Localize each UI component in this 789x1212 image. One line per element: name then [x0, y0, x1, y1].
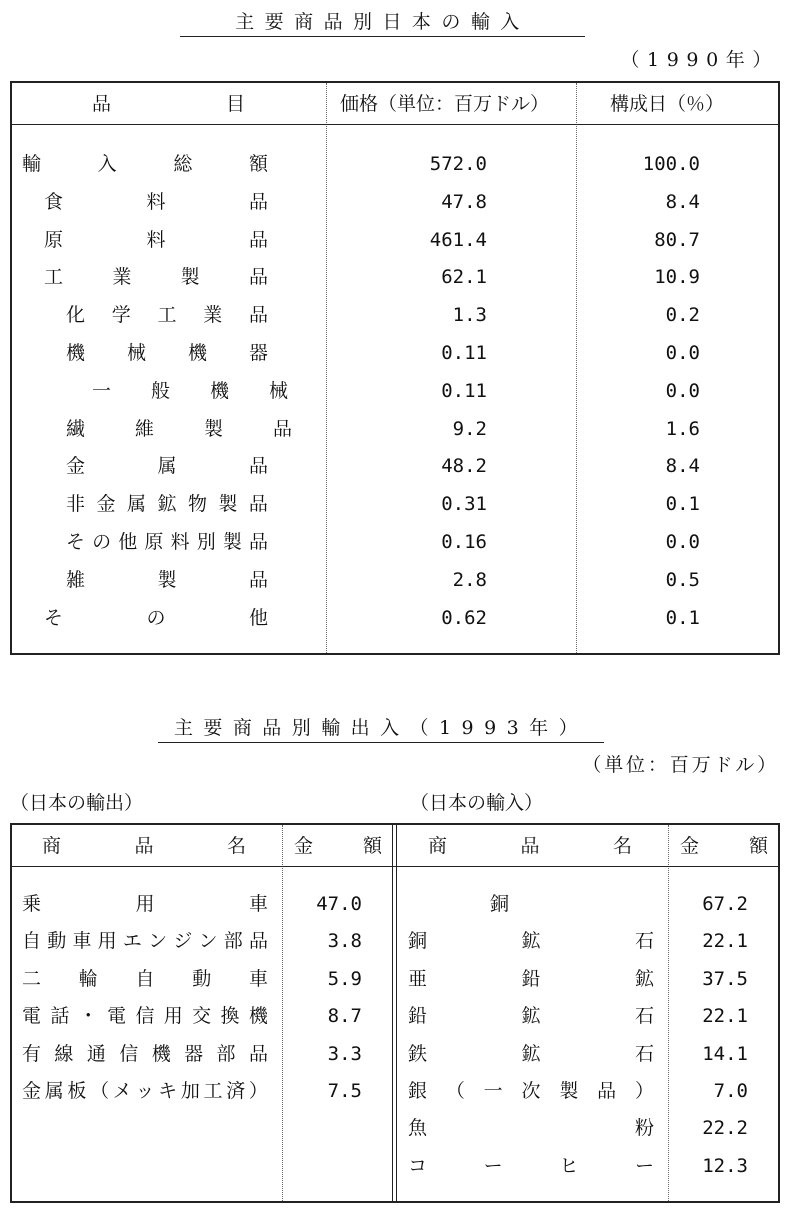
table1-header-price: 価格（単位：百万ドル） — [340, 93, 550, 115]
table1-row-price: 2.8 — [452, 568, 487, 591]
table1-row-share: 1.6 — [665, 417, 700, 440]
import-row-amount: 7.0 — [713, 1080, 748, 1102]
export-row-amount: 7.5 — [327, 1080, 362, 1102]
table1-row-share: 8.4 — [665, 190, 700, 213]
export-row-amount: 3.8 — [327, 930, 362, 953]
table1-row-share: 0.2 — [665, 304, 700, 327]
table1-row-share: 0.1 — [665, 493, 700, 516]
table1-row-price: 0.16 — [441, 531, 487, 553]
import-row-name: コ ー ヒ ー — [408, 1154, 654, 1177]
table1-row-share: 8.4 — [665, 455, 700, 478]
import-row-amount: 37.5 — [702, 967, 748, 990]
table1 — [10, 81, 780, 655]
table1-row-share: 10.9 — [654, 266, 700, 289]
table2-unit-note: （単位：百万ドル） — [582, 754, 779, 776]
export-row-name: 金 属 板 （ メ ッ キ 加 工 済 ） — [22, 1080, 268, 1102]
table1-header-item-left: 品 — [92, 93, 112, 115]
table1-row-name: 非 金 属 鉱 物 製 品 — [66, 493, 268, 516]
export-col-divider — [282, 825, 283, 1201]
export-import-divider — [396, 825, 397, 1201]
table1-row-name: 輸 入 総 額 — [22, 153, 268, 175]
table1-row-price: 461.4 — [429, 228, 487, 251]
import-row-amount: 22.2 — [702, 1117, 748, 1140]
export-header-name: 商 品 名 — [42, 835, 246, 857]
export-section-label: （日本の輸出） — [10, 792, 144, 814]
import-row-amount: 14.1 — [702, 1042, 748, 1065]
import-row-name: 銀 （ 一 次 製 品 ） — [408, 1080, 654, 1102]
export-row-amount: 47.0 — [316, 893, 362, 915]
export-row-name: 乗 用 車 — [22, 893, 268, 915]
table1-row-price: 62.1 — [441, 266, 487, 289]
export-row-name: 電 話 ・ 電 信 用 交 換 機 — [22, 1005, 268, 1028]
table1-row-share: 0.0 — [665, 379, 700, 402]
table1-row-price: 9.2 — [452, 417, 487, 440]
export-import-divider — [392, 825, 393, 1201]
table1-title: 主要商品別日本の輸入 — [180, 10, 585, 37]
table1-row-name: 繊 維 製 品 — [66, 417, 292, 440]
table1-row-price: 1.3 — [452, 304, 487, 327]
export-row-amount: 8.7 — [327, 1005, 362, 1028]
import-row-amount: 67.2 — [702, 893, 748, 915]
table1-row-name: 食 料 品 — [44, 190, 268, 213]
export-row-amount: 3.3 — [327, 1042, 362, 1065]
table1-row-share: 80.7 — [654, 228, 700, 251]
table1-row-share: 0.1 — [665, 606, 700, 629]
table1-row-name: 金 属 品 — [66, 455, 268, 478]
table1-header-rule — [12, 124, 778, 125]
table1-header-share: 構成日（％） — [610, 93, 725, 115]
table2-title: 主要商品別輸出入（1993年） — [158, 716, 604, 743]
import-row-amount: 22.1 — [702, 1005, 748, 1028]
import-section-label: （日本の輸入） — [410, 792, 544, 814]
import-header-name: 商 品 名 — [428, 835, 632, 857]
import-row-amount: 12.3 — [702, 1154, 748, 1177]
table1-row-name: そ の 他 — [44, 606, 268, 629]
table2-header-rule — [12, 866, 778, 867]
table1-row-share: 0.5 — [665, 568, 700, 591]
import-row-name: 銅 鉱 石 — [408, 930, 654, 953]
export-row-name: 有 線 通 信 機 器 部 品 — [22, 1042, 268, 1065]
table1-row-price: 0.62 — [441, 606, 487, 629]
export-row-amount: 5.9 — [327, 967, 362, 990]
table1-row-share: 0.0 — [665, 531, 700, 553]
import-header-amount: 金 額 — [680, 835, 768, 857]
table1-row-name: 化 学 工 業 品 — [66, 304, 268, 327]
table1-row-share: 100.0 — [642, 153, 700, 175]
table1-row-price: 0.11 — [441, 342, 487, 364]
table1-row-name: そ の 他 原 料 別 製 品 — [66, 531, 268, 553]
table1-row-price: 0.31 — [441, 493, 487, 516]
import-row-amount: 22.1 — [702, 930, 748, 953]
table1-row-price: 47.8 — [441, 190, 487, 213]
table2 — [10, 823, 780, 1203]
table1-col-divider — [576, 83, 577, 653]
table1-row-name: 機 械 機 器 — [66, 342, 268, 364]
table1-row-name: 雑 製 品 — [66, 568, 268, 591]
export-row-name: 二 輪 自 動 車 — [22, 967, 268, 990]
table1-year-note: （1990年） — [620, 49, 779, 71]
export-row-name: 自 動 車 用 エ ン ジ ン 部 品 — [22, 930, 268, 953]
table1-row-share: 0.0 — [665, 342, 700, 364]
import-row-name: 魚 粉 — [408, 1117, 654, 1140]
import-row-name: 鉛 鉱 石 — [408, 1005, 654, 1028]
table1-row-price: 572.0 — [429, 153, 487, 175]
import-row-name: 鉄 鉱 石 — [408, 1042, 654, 1065]
import-row-name: 銅 — [490, 893, 510, 915]
table1-row-name: 原 料 品 — [44, 228, 268, 251]
table1-row-price: 0.11 — [441, 379, 487, 402]
table1-row-price: 48.2 — [441, 455, 487, 478]
table1-col-divider — [326, 83, 327, 653]
import-row-name: 亜 鉛 鉱 — [408, 967, 654, 990]
export-header-amount: 金 額 — [294, 835, 382, 857]
table1-header-item-right: 目 — [226, 93, 246, 115]
table1-row-name: 一 般 機 械 — [92, 379, 288, 402]
table1-row-name: 工 業 製 品 — [44, 266, 268, 289]
import-col-divider — [668, 825, 669, 1201]
